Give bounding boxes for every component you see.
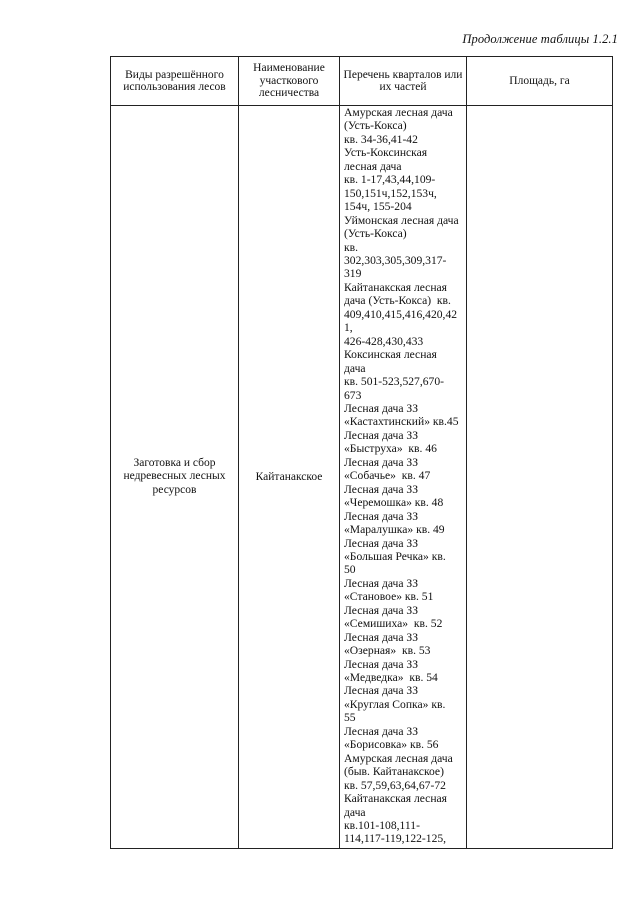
header-forestry-label: Наименование участкового лесничества (253, 62, 325, 100)
quarters-line: 409,410,415,416,420,42 (344, 307, 458, 321)
quarters-line: Лесная дача ЗЗ (344, 724, 419, 738)
quarters-line: 1, (344, 321, 353, 335)
quarters-line: Амурская лесная дача (344, 106, 453, 119)
quarters-line: «Кастахтинский» кв.45 (344, 415, 459, 429)
cell-quarters (340, 106, 467, 849)
quarters-line: 50 (344, 563, 356, 577)
cell-type-of-use: Заготовка и сбор недревесных лесных ресурсов (111, 106, 239, 849)
quarters-line: Лесная дача ЗЗ (344, 428, 419, 442)
quarters-line: Коксинская лесная (344, 348, 437, 362)
quarters-line: 426-428,430,433 (344, 334, 424, 348)
quarters-line: дача (344, 361, 366, 375)
quarters-line: «Черемошка» кв. 48 (344, 496, 444, 510)
quarters-line: «Собачье» кв. 47 (344, 469, 431, 483)
table-continuation-label: Продолжение таблицы 1.2.1 (462, 32, 618, 46)
quarters-line: дача (Усть-Кокса) кв. (344, 294, 451, 308)
header-area-label: Площадь, га (509, 74, 570, 87)
quarters-line: «Маралушка» кв. 49 (344, 523, 445, 537)
table-row (111, 106, 613, 849)
quarters-line: «Становое» кв. 51 (344, 590, 434, 604)
quarters-line: Уймонская лесная дача (344, 213, 459, 227)
quarters-line: «Озерная» кв. 53 (344, 644, 431, 658)
quarters-line: Лесная дача ЗЗ (344, 455, 419, 469)
quarters-line: 55 (344, 711, 356, 725)
table-header-row (111, 57, 613, 106)
quarters-line: кв. 1-17,43,44,109- (344, 173, 436, 187)
quarters-line: Лесная дача ЗЗ (344, 509, 419, 523)
quarters-line: Амурская лесная дача (344, 751, 453, 765)
quarters-line: Лесная дача ЗЗ (344, 401, 419, 415)
quarters-line: 150,151ч,152,153ч, (344, 186, 437, 200)
quarters-line: дача (344, 805, 366, 819)
header-area (467, 57, 613, 106)
quarters-line: «Семишиха» кв. 52 (344, 617, 443, 631)
quarters-line: 319 (344, 267, 362, 281)
quarters-line: Лесная дача ЗЗ (344, 482, 419, 496)
quarters-line: (Усть-Кокса) (344, 119, 407, 133)
quarters-line: Лесная дача ЗЗ (344, 684, 419, 698)
quarters-line: «Медведка» кв. 54 (344, 671, 438, 685)
quarters-line: Лесная дача ЗЗ (344, 630, 419, 644)
quarters-line: кв. 501-523,527,670- (344, 375, 444, 389)
quarters-line: «Бориcовка» кв. 56 (344, 738, 439, 752)
quarters-line: (быв. Кайтанакское) (344, 765, 444, 779)
cell-forestry-name: Кайтанакское (239, 106, 340, 849)
header-quarters-label: Перечень кварталов или их частей (343, 68, 463, 93)
quarters-line: 114,117-119,122-125, (344, 832, 447, 846)
header-quarters (340, 57, 467, 106)
quarters-line: Лесная дача ЗЗ (344, 536, 419, 550)
header-types-of-use (111, 57, 239, 106)
quarters-line: Лесная дача ЗЗ (344, 657, 419, 671)
quarters-line: Лесная дача ЗЗ (344, 603, 419, 617)
quarters-line: Лесная дача ЗЗ (344, 576, 419, 590)
quarters-line: 302,303,305,309,317- (344, 253, 447, 267)
quarters-line: кв. 57,59,63,64,67-72 (344, 778, 446, 792)
quarters-line: кв. (344, 240, 359, 254)
quarters-line: Усть-Коксинская (344, 146, 428, 160)
quarters-line: «Быструха» кв. 46 (344, 442, 437, 456)
quarters-line: «Большая Речка» кв. (344, 549, 446, 563)
header-types-of-use-label: Виды разрешённого использования лесов (123, 68, 226, 93)
cell-area (467, 106, 613, 849)
quarters-line: 673 (344, 388, 362, 402)
quarters-line: кв.101-108,111- (344, 819, 420, 833)
quarters-line: «Круглая Сопка» кв. (344, 697, 446, 711)
quarters-line: Кайтанакская лесная (344, 280, 448, 294)
quarters-line: кв. 34-36,41-42 (344, 132, 418, 146)
header-forestry (239, 57, 340, 106)
quarters-line: лесная дача (344, 159, 402, 173)
quarters-line: (Усть-Кокса) (344, 227, 407, 241)
quarters-line: 154ч, 155-204 (344, 200, 412, 214)
quarters-list (340, 106, 466, 846)
forest-use-table (110, 56, 613, 849)
quarters-line: Кайтанакская лесная (344, 792, 448, 806)
